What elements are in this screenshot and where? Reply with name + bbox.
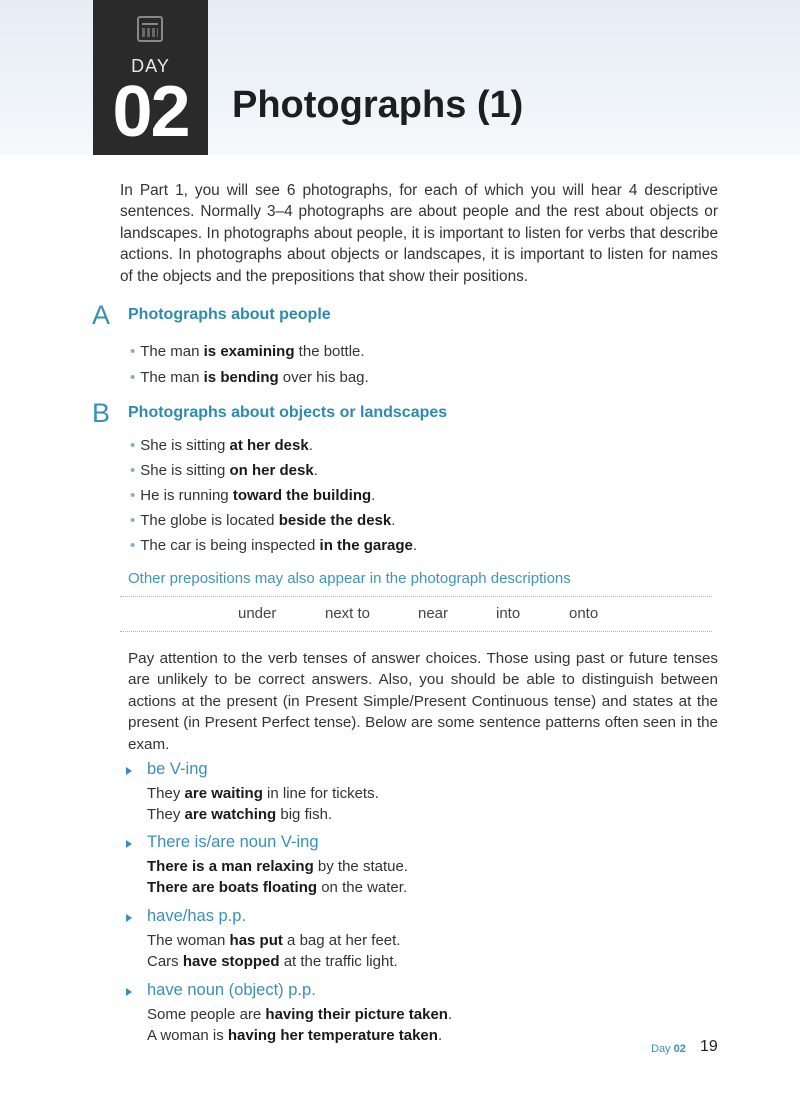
pattern-example: A woman is having her temperature taken. — [147, 1027, 443, 1044]
pattern-example: There are boats floating on the water. — [147, 879, 408, 896]
preposition-word: next to — [325, 605, 371, 622]
triangle-right-icon — [126, 988, 132, 996]
day-badge — [93, 0, 208, 155]
pattern-heading: be V-ing — [147, 760, 208, 778]
footer-day-label: Day 02 — [651, 1043, 686, 1055]
intro-paragraph: In Part 1, you will see 6 photographs, for each of which you will hear 4 descriptive sentences. Normally 3–4 photographs are about people and the rest about objects or landscapes. In photographs about people, it is important to listen for verbs that describe actions. In photographs about objects or landscapes, it is important to listen for names of the objects and the prepositions that show their positions. — [120, 182, 718, 285]
bullet-dot-icon: • — [130, 537, 136, 554]
pattern-heading: have/has p.p. — [147, 907, 247, 925]
pattern-example: They are waiting in line for tickets. — [147, 785, 379, 802]
triangle-right-icon — [126, 840, 132, 848]
section-b-letter: B — [92, 398, 111, 428]
triangle-right-icon — [126, 767, 132, 775]
page-title: Photographs (1) — [232, 84, 524, 126]
pattern-heading: have noun (object) p.p. — [147, 981, 316, 999]
section-a-title: Photographs about people — [128, 306, 331, 323]
page-number: 19 — [700, 1038, 718, 1055]
preposition-word: under — [238, 605, 277, 622]
section-b-item: • He is running toward the building. — [130, 487, 376, 504]
section-a-letter: A — [92, 300, 111, 330]
tense-paragraph: Pay attention to the verb tenses of answer choices. Those using past or future tenses are unlikely to be correct answers. Also, you should be able to distinguish between actions at the present (in Present Simple/Present Continuous tense) and states at the present (in Present Perfect tense). Below are some sentence patterns often seen in the exam. — [128, 650, 718, 753]
pattern-example: There is a man relaxing by the statue. — [147, 858, 408, 875]
day-number: 02 — [112, 72, 189, 152]
section-a-item: • The man is bending over his bag. — [130, 369, 369, 386]
bullet-dot-icon: • — [130, 369, 136, 386]
preposition-word: onto — [569, 605, 599, 622]
calendar-icon — [137, 16, 163, 42]
section-b-item: • She is sitting at her desk. — [130, 437, 313, 454]
bullet-dot-icon: • — [130, 437, 136, 454]
section-b-title: Photographs about objects or landscapes — [128, 404, 448, 421]
bullet-dot-icon: • — [130, 343, 136, 360]
prepositions-title: Other prepositions may also appear in the photograph descriptions — [128, 570, 571, 587]
bullet-dot-icon: • — [130, 512, 136, 529]
day-label: DAY — [131, 56, 170, 76]
divider-bottom — [120, 631, 712, 632]
section-a-item: • The man is examining the bottle. — [130, 343, 365, 360]
section-b-item: • The car is being inspected in the garage. — [130, 537, 418, 554]
bullet-dot-icon: • — [130, 487, 136, 504]
section-b-item: • The globe is located beside the desk. — [130, 512, 396, 529]
preposition-word: into — [496, 605, 521, 622]
triangle-right-icon — [126, 914, 132, 922]
divider-top — [120, 596, 712, 597]
pattern-example: The woman has put a bag at her feet. — [147, 932, 401, 949]
pattern-example: Cars have stopped at the traffic light. — [147, 953, 398, 970]
section-b-item: • She is sitting on her desk. — [130, 462, 318, 479]
pattern-example: Some people are having their picture taken. — [147, 1006, 453, 1023]
pattern-example: They are watching big fish. — [147, 806, 333, 823]
bullet-dot-icon: • — [130, 462, 136, 479]
pattern-heading: There is/are noun V-ing — [147, 833, 319, 851]
preposition-word: near — [418, 605, 449, 622]
